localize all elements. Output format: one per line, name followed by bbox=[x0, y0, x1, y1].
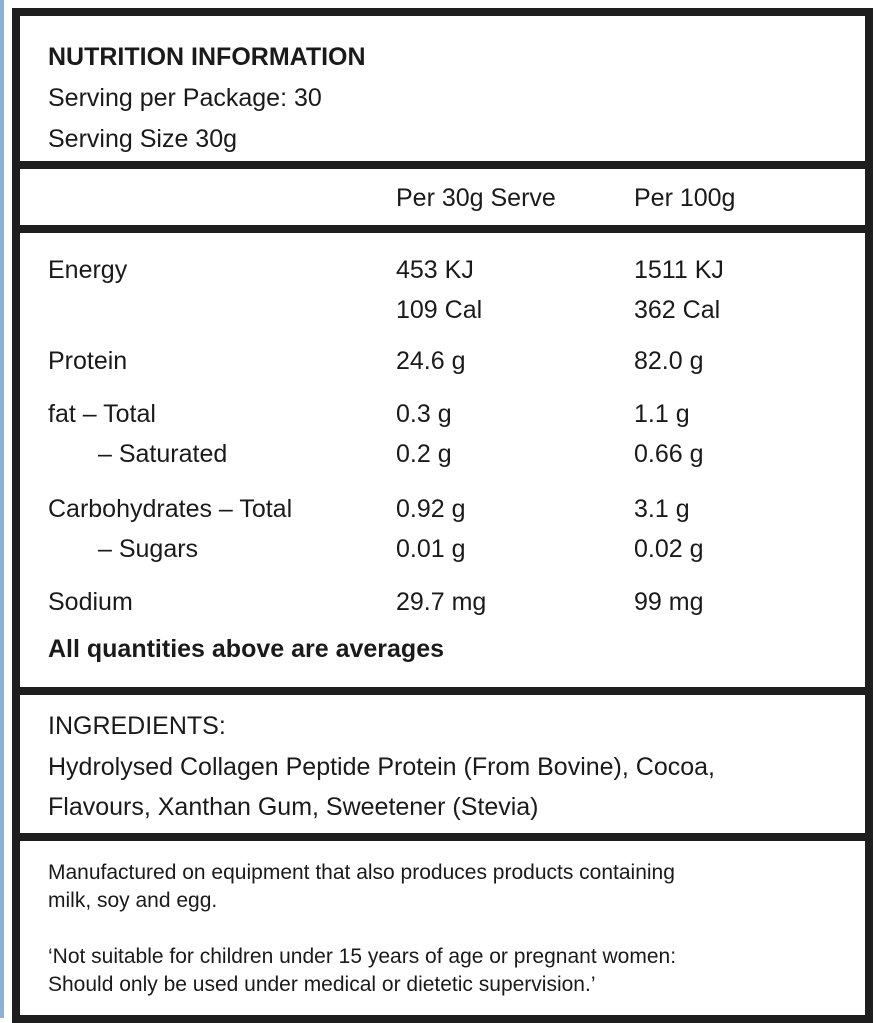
carbs-sugars-serve: 0.01 g bbox=[396, 535, 466, 563]
divider-columns bbox=[20, 225, 865, 233]
left-edge-accent bbox=[0, 0, 4, 1018]
protein-per100: 82.0 g bbox=[634, 347, 704, 375]
energy-serve-kj: 453 KJ bbox=[396, 256, 474, 284]
carbs-sugars-label: – Sugars bbox=[98, 535, 199, 563]
nutrition-title: NUTRITION INFORMATION bbox=[48, 43, 366, 71]
protein-serve: 24.6 g bbox=[396, 347, 466, 375]
ingredients-section bbox=[20, 695, 865, 833]
carbs-total-label: Carbohydrates – Total bbox=[48, 495, 293, 523]
fat-saturated-label: – Saturated bbox=[98, 440, 228, 468]
carbs-total-per100: 3.1 g bbox=[634, 495, 690, 523]
carbs-sugars-per100: 0.02 g bbox=[634, 535, 704, 563]
fat-total-per100: 1.1 g bbox=[634, 400, 690, 428]
header-section bbox=[20, 16, 865, 161]
divider-nutrients bbox=[20, 687, 865, 695]
fat-saturated-per100: 0.66 g bbox=[634, 440, 704, 468]
column-header-per-serve: Per 30g Serve bbox=[396, 184, 556, 212]
protein-label: Protein bbox=[48, 347, 128, 375]
notices-section bbox=[20, 841, 865, 1015]
allergen-notice-line-1: Manufactured on equipment that also produces products containing bbox=[48, 861, 675, 884]
nutrient-table bbox=[20, 233, 865, 687]
energy-serve-cal: 109 Cal bbox=[396, 296, 483, 324]
energy-label: Energy bbox=[48, 256, 128, 284]
servings-per-package: Serving per Package: 30 bbox=[48, 84, 322, 112]
sodium-serve: 29.7 mg bbox=[396, 588, 487, 616]
sodium-label: Sodium bbox=[48, 588, 133, 616]
divider-header bbox=[20, 161, 865, 169]
nutrition-label-panel bbox=[12, 8, 873, 1023]
allergen-notice-line-2: milk, soy and egg. bbox=[48, 889, 218, 912]
carbs-total-serve: 0.92 g bbox=[396, 495, 466, 523]
column-header-section bbox=[20, 169, 865, 225]
warning-notice-line-1: ‘Not suitable for children under 15 years of age or pregnant women: bbox=[48, 945, 677, 968]
ingredients-heading: INGREDIENTS: bbox=[48, 712, 226, 740]
fat-total-serve: 0.3 g bbox=[396, 400, 452, 428]
column-header-per-100g: Per 100g bbox=[634, 184, 736, 212]
ingredients-line-2: Flavours, Xanthan Gum, Sweetener (Stevia) bbox=[48, 793, 539, 821]
energy-per100-cal: 362 Cal bbox=[634, 296, 721, 324]
fat-total-label: fat – Total bbox=[48, 400, 156, 428]
averages-note: All quantities above are averages bbox=[48, 635, 445, 663]
sodium-per100: 99 mg bbox=[634, 588, 704, 616]
fat-saturated-serve: 0.2 g bbox=[396, 440, 452, 468]
warning-notice-line-2: Should only be used under medical or dietetic supervision.’ bbox=[48, 973, 596, 996]
energy-per100-kj: 1511 KJ bbox=[634, 256, 724, 284]
ingredients-line-1: Hydrolysed Collagen Peptide Protein (From Bovine), Cocoa, bbox=[48, 753, 715, 781]
serving-size: Serving Size 30g bbox=[48, 125, 238, 153]
divider-ingredients bbox=[20, 833, 865, 841]
